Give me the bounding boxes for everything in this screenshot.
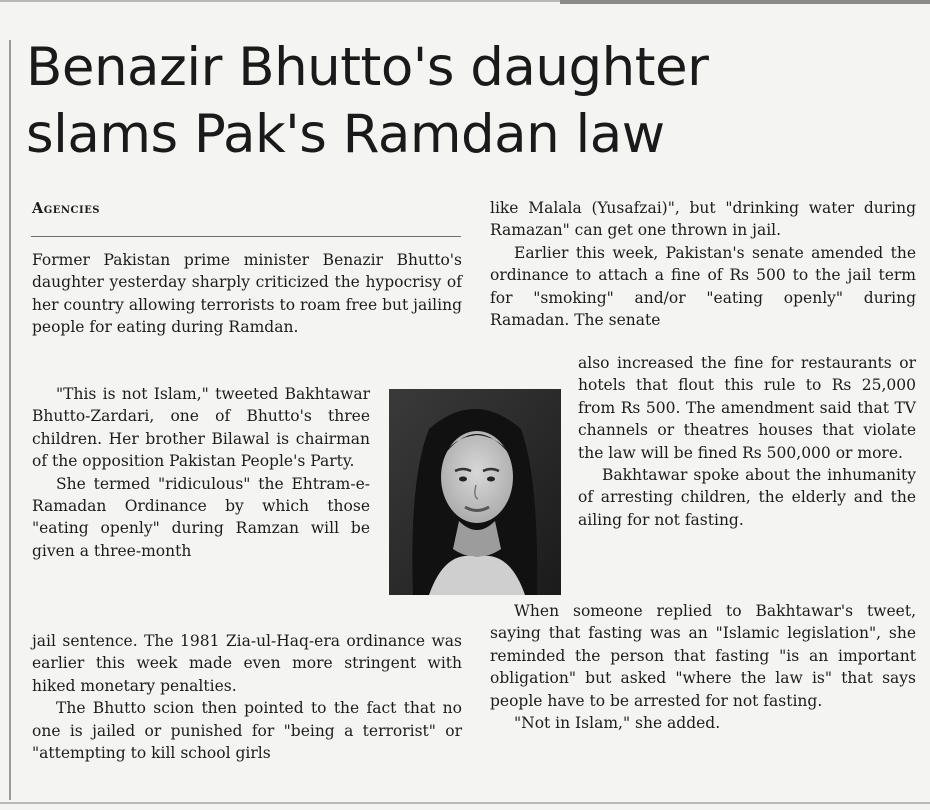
column-a-top (32, 249, 462, 339)
column-rule-left (9, 40, 11, 800)
column-a-bottom (32, 630, 462, 764)
paragraph: Bakhtawar spoke about the inhumanity of arresting children, the elderly and the ailing for not fasting. (578, 466, 916, 529)
paragraph: Earlier this week, Pakistan's senate amended the ordinance to attach a fine of Rs 500 to the jail term for "smoking" and/or "eating openly" during Ramadan. The senate (490, 243, 916, 330)
headline-line-1: Benazir Bhutto's daughter (26, 37, 709, 98)
paragraph-continuation: also increased the fine for restaurants or hotels that flout this rule to Rs 25,000 from Rs 500. The amendment said that TV channels or theatres houses that violate the law will be fined Rs 500,000 or more. (578, 354, 916, 462)
headline (26, 34, 926, 168)
column-a-wrap (32, 383, 370, 562)
headline-line-2: slams Pak's Ramdan law (26, 104, 665, 165)
top-rule-dark (560, 0, 930, 4)
column-b-wrap (578, 352, 916, 531)
paragraph: "This is not Islam," tweeted Bakhtawar Bhutto-Zardari, one of Bhutto's three children. Her brother Bilawal is chairman of the opposition Pakistan People's Party. (32, 385, 370, 471)
paragraph-continuation: like Malala (Yusafzai)", but "drinking water during Ramazan" can get one thrown in jail. (490, 199, 916, 240)
byline-rule (31, 236, 461, 237)
paragraph: The Bhutto scion then pointed to the fact that no one is jailed or punished for "being a terrorist" or "attempting to kill school girls (32, 699, 462, 763)
paragraph: Former Pakistan prime minister Benazir Bhutto's daughter yesterday sharply criticized the hypocrisy of her country allowing terrorists to roam free but jailing people for eating during Ramdan. (32, 251, 462, 337)
paragraph: "Not in Islam," she added. (514, 714, 721, 733)
portrait-photo (389, 389, 561, 595)
byline: Agencies (32, 200, 101, 217)
paragraph: She termed "ridiculous" the Ehtram-e-Ramadan Ordinance by which those "eating openly" during Ramzan will be given a three-month (32, 474, 370, 560)
column-b-bottom (490, 600, 916, 734)
paragraph: When someone replied to Bakhtawar's tweet, saying that fasting was an "Islamic legislation", she reminded the person that fasting "is an important obligation" but asked "where the law is" that says people have to be arrested for not fasting. (490, 602, 916, 710)
bottom-rule (0, 802, 930, 804)
portrait-illustration (389, 389, 561, 595)
column-b-top (490, 197, 916, 331)
paragraph-continuation: jail sentence. The 1981 Zia-ul-Haq-era ordinance was earlier this week made even more stringent with hiked monetary penalties. (32, 632, 462, 695)
